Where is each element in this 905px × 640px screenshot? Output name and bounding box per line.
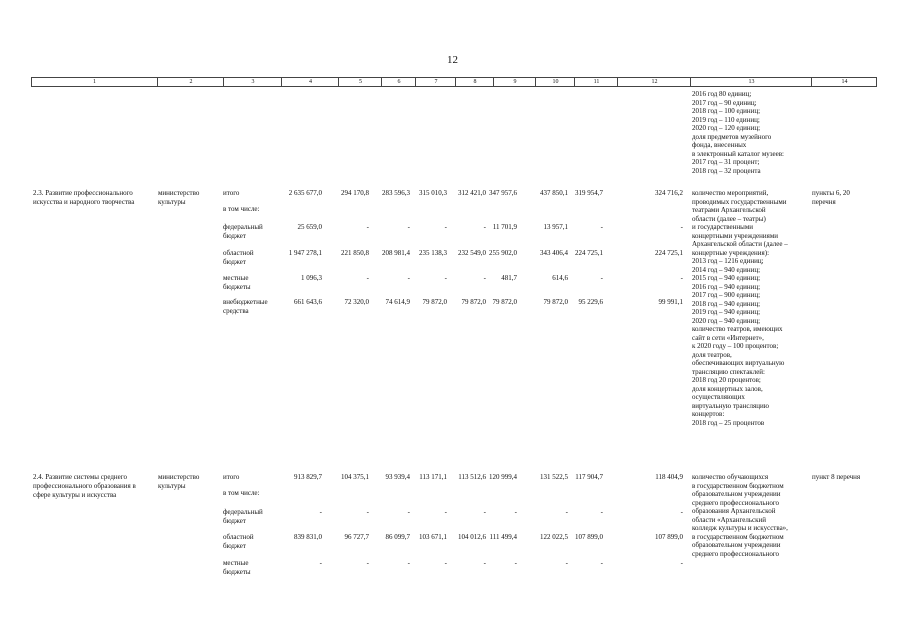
funding-value: 312 421,0 [458, 189, 486, 197]
indicator-line: 2020 год – 120 единиц; [692, 124, 761, 132]
funding-value: 221 850,8 [341, 249, 369, 257]
indicator-line: 2017 год – 900 единиц; [692, 291, 761, 299]
funding-value: - [600, 559, 603, 567]
indicator-line: 2018 год – 25 процентов [692, 418, 765, 427]
funding-value: 294 170,8 [341, 189, 369, 197]
funding-value: - [483, 559, 486, 567]
indicator-line: среднего профессионального [692, 549, 780, 558]
funding-value: 93 939,4 [385, 473, 410, 481]
column-number-14: 14 [811, 78, 877, 86]
column-number-3: 3 [223, 78, 282, 86]
column-number-9: 9 [493, 78, 536, 86]
indicator-line: 2015 год – 940 единиц; [692, 274, 761, 282]
funding-value: - [565, 559, 568, 567]
funding-value: 315 010,3 [419, 189, 447, 197]
funding-value: 324 716,2 [655, 189, 683, 197]
funding-value: - [680, 559, 683, 567]
indicator-line: доля предметов музейного [692, 132, 772, 141]
indicator-line: театрами Архангельской [692, 206, 766, 214]
funding-value: - [483, 223, 486, 231]
indicator-line: проводимых государственными [692, 197, 787, 206]
funding-value: - [366, 274, 369, 282]
indicator-line: виртуальную трансляцию [692, 401, 769, 410]
funding-value: 104 375,1 [341, 473, 369, 481]
indicator-line: обеспечивающих виртуальную [692, 359, 785, 367]
indicator-line: 2018 год – 100 единиц; [692, 107, 761, 115]
funding-value: 319 954,7 [575, 189, 603, 197]
funding-value: - [600, 274, 603, 282]
funding-value: 347 957,6 [489, 189, 517, 197]
indicator-line: в государственном бюджетном [692, 481, 784, 490]
column-number-10: 10 [535, 78, 575, 86]
indicator-line: и государственными [692, 223, 754, 231]
funding-value: - [483, 274, 486, 282]
column-number-6: 6 [381, 78, 416, 86]
funding-source: федеральный бюджет [223, 508, 263, 525]
indicator-line: 2018 год – 32 процента [692, 166, 761, 175]
funding-value: - [444, 508, 447, 516]
funding-source: в том числе: [223, 489, 260, 497]
funding-source: внебюджетные средства [223, 298, 268, 315]
funding-value: - [319, 559, 322, 567]
list-reference: пункты 6, 20 перечня [812, 189, 850, 206]
column-number-2: 2 [157, 78, 224, 86]
indicator-line: области (далее – театры) [692, 214, 766, 223]
funding-value: 79 872,0 [492, 298, 517, 306]
funding-value: 437 850,1 [540, 189, 568, 197]
funding-value: - [444, 274, 447, 282]
column-number-5: 5 [338, 78, 382, 86]
funding-value: 113 171,1 [419, 473, 447, 481]
funding-value: 13 957,1 [543, 223, 568, 231]
funding-value: - [444, 223, 447, 231]
indicator-line: образования Архангельской [692, 507, 776, 515]
indicator-line: 2014 год – 940 единиц; [692, 265, 761, 274]
funding-value: - [680, 223, 683, 231]
funding-value: 107 899,0 [655, 533, 683, 541]
funding-value: 224 725,1 [575, 249, 603, 257]
indicator-line: 2018 год – 940 единиц; [692, 299, 761, 308]
funding-value: 235 138,3 [419, 249, 447, 257]
funding-value: - [407, 508, 410, 516]
funding-value: - [444, 559, 447, 567]
funding-value: 118 404,9 [655, 473, 683, 481]
funding-value: 96 727,7 [344, 533, 369, 541]
funding-value: 104 012,6 [458, 533, 486, 541]
funding-value: - [514, 559, 517, 567]
funding-value: - [600, 223, 603, 231]
indicator-line: 2013 год – 1216 единиц; [692, 257, 764, 265]
funding-source: областной бюджет [223, 249, 254, 266]
indicator-line: концертные учреждения): [692, 248, 770, 257]
indicator-line: сайт в сети «Интернет», [692, 333, 764, 342]
funding-value: 79 872,0 [422, 298, 447, 306]
funding-source: итого [223, 189, 240, 197]
funding-value: - [366, 223, 369, 231]
funding-value: 95 229,6 [578, 298, 603, 306]
indicator-line: образовательном учреждении [692, 541, 781, 549]
funding-value: - [680, 274, 683, 282]
funding-value: - [319, 508, 322, 516]
funding-value: 74 614,9 [385, 298, 410, 306]
program-name: 2.4. Развитие системы среднего профессионального образования в сфере культуры и искусства [33, 473, 136, 499]
funding-value: 283 596,3 [382, 189, 410, 197]
indicator-line: доля театров, [692, 350, 732, 359]
funding-value: 107 899,0 [575, 533, 603, 541]
indicator-line: количество обучающихся [692, 473, 769, 481]
funding-value: 1 947 278,1 [288, 249, 322, 257]
indicator-line: 2017 год – 31 процент; [692, 158, 760, 166]
column-number-8: 8 [455, 78, 494, 86]
indicator-line: концертными учреждениями [692, 231, 779, 240]
page-number: 12 [447, 54, 458, 66]
funding-value: 131 522,5 [540, 473, 568, 481]
funding-value: 79 872,0 [461, 298, 486, 306]
indicator-line: в электронный каталог музеев: [692, 149, 784, 158]
funding-value: 117 904,7 [575, 473, 603, 481]
funding-value: 72 320,0 [344, 298, 369, 306]
funding-source: местные бюджеты [223, 274, 251, 291]
funding-value: 111 499,4 [489, 533, 517, 541]
indicator-line: к 2020 году – 100 процентов; [692, 342, 779, 350]
funding-source: итого [223, 473, 240, 481]
funding-source: в том числе: [223, 205, 260, 213]
funding-value: 79 872,0 [543, 298, 568, 306]
funding-value: 481,7 [501, 274, 517, 282]
funding-value: - [407, 559, 410, 567]
executor: министерство культуры [158, 189, 200, 206]
funding-value: - [680, 508, 683, 516]
funding-value: 614,6 [552, 274, 568, 282]
funding-value: - [483, 508, 486, 516]
funding-value: 122 022,5 [540, 533, 568, 541]
indicator-line: 2018 год 20 процентов; [692, 376, 761, 384]
funding-source: федеральный бюджет [223, 223, 263, 240]
funding-value: 99 991,1 [658, 298, 683, 306]
funding-value: 255 902,0 [489, 249, 517, 257]
indicator-line: 2016 год – 940 единиц; [692, 282, 761, 291]
column-number-12: 12 [617, 78, 691, 86]
funding-value: 839 831,0 [294, 533, 322, 541]
indicator-line: 2016 год 80 единиц; [692, 90, 752, 98]
indicator-line: 2017 год – 90 единиц; [692, 98, 757, 107]
funding-value: 913 829,7 [294, 473, 322, 481]
funding-value: 2 635 677,0 [288, 189, 322, 197]
indicator-line: колледж культуры и искусства», [692, 524, 788, 532]
funding-value: - [407, 274, 410, 282]
indicator-line: 2019 год – 940 единиц; [692, 308, 761, 316]
funding-value: 113 512,6 [458, 473, 486, 481]
funding-value: - [366, 508, 369, 516]
indicator-line: 2020 год – 940 единиц; [692, 316, 761, 325]
indicator-line: фонда, внесенных [692, 141, 747, 149]
program-name: 2.3. Развитие профессионального искусства и народного творчества [33, 189, 135, 206]
indicator-line: среднего профессионального [692, 498, 780, 507]
column-number-1: 1 [93, 79, 96, 85]
indicator-line: трансляцию спектаклей: [692, 367, 766, 376]
column-number-7: 7 [415, 78, 456, 86]
funding-value: 1 096,3 [301, 274, 322, 282]
funding-value: 343 406,4 [540, 249, 568, 257]
indicator-line: области «Архангельский [692, 515, 767, 524]
funding-value: 120 999,4 [489, 473, 517, 481]
column-number-13: 13 [690, 78, 812, 86]
indicator-line: Архангельской области (далее – [692, 240, 788, 248]
column-number-4: 4 [281, 78, 339, 86]
indicator-line: количество театров, имеющих [692, 325, 783, 333]
indicator-line: доля концертных залов, [692, 384, 763, 393]
funding-value: 661 643,6 [294, 298, 322, 306]
funding-value: 103 671,1 [419, 533, 447, 541]
indicator-line: образовательном учреждении [692, 490, 781, 498]
funding-value: 86 099,7 [385, 533, 410, 541]
column-number-11: 11 [574, 78, 618, 86]
funding-value: - [565, 508, 568, 516]
indicator-line: в государственном бюджетном [692, 532, 784, 541]
list-reference: пункт 8 перечня [812, 473, 861, 481]
funding-source: местные бюджеты [223, 559, 251, 576]
funding-source: областной бюджет [223, 533, 254, 550]
funding-value: 232 549,0 [458, 249, 486, 257]
funding-value: 208 981,4 [382, 249, 410, 257]
funding-value: 11 701,9 [492, 223, 517, 231]
indicator-line: количество мероприятий, [692, 189, 769, 197]
funding-value: 25 659,0 [297, 223, 322, 231]
indicator-line: осуществляющих [692, 393, 745, 401]
column-number-header [31, 77, 877, 87]
executor: министерство культуры [158, 473, 200, 490]
indicator-line: концертов: [692, 410, 725, 418]
funding-value: - [600, 508, 603, 516]
funding-value: - [407, 223, 410, 231]
indicator-line: 2019 год – 110 единиц; [692, 115, 760, 124]
funding-value: - [366, 559, 369, 567]
funding-value: - [514, 508, 517, 516]
funding-value: 224 725,1 [655, 249, 683, 257]
